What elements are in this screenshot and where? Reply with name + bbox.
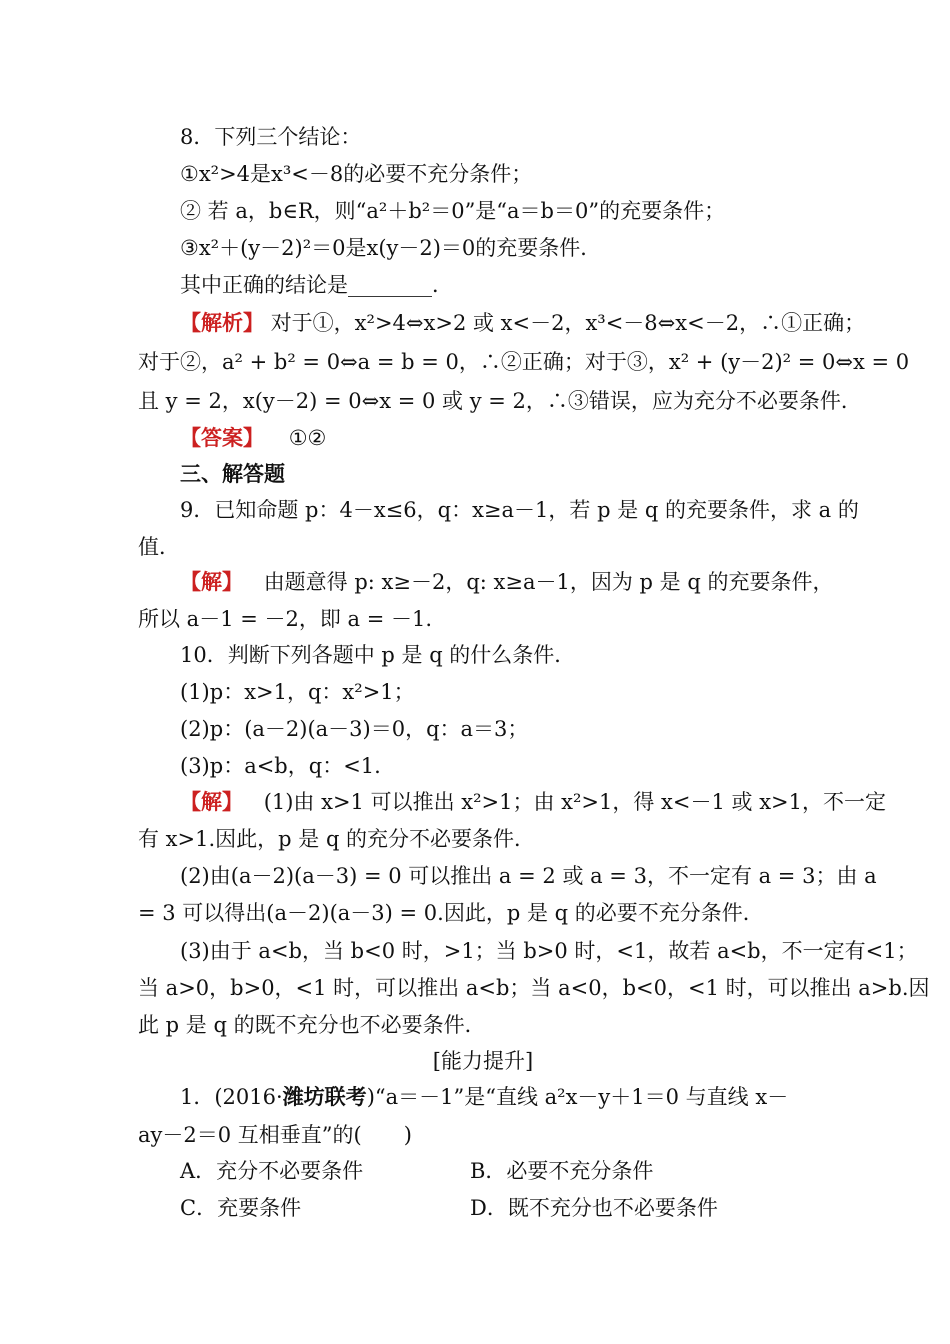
q9-solution-line-2: 所以 a－1 = －2，即 a = －1. (138, 607, 433, 631)
n1-source: 潍坊联考 (282, 1085, 367, 1109)
n1-stem-rest: )“a＝－1”是“直线 a²x－y＋1＝0 与直线 x－ (366, 1085, 789, 1109)
q10-part-2: (2)p：(a－2)(a－3)＝0，q：a＝3； (180, 717, 529, 741)
option-a: A．充分不必要条件 (180, 1159, 364, 1183)
q8-answer-line (180, 423, 828, 453)
q10-part-3: (3)p：a<b，q：<1. (180, 754, 381, 778)
q10-stem: 10．判断下列各题中 p 是 q 的什么条件． (180, 643, 576, 667)
analysis-text: 对于①，x²>4⇔x>2 或 x<－2，x³<－8⇔x<－2，∴①正确； (270, 311, 866, 335)
answer-text: ①② (288, 426, 327, 450)
q9-stem-line-1: 9．已知命题 p：4－x≤6，q：x≥a－1，若 p 是 q 的充要条件，求 a 的 (180, 498, 859, 522)
q8-analysis-line-2: 对于②，a² + b² = 0⇔a = b = 0，∴②正确；对于③，x² + (y－2)² = 0⇔x = 0 (138, 350, 910, 374)
q10-solution-3-line-3: 此 p 是 q 的既不充分也不必要条件． (138, 1013, 486, 1037)
option-d: D．既不充分也不必要条件 (470, 1196, 718, 1220)
q9-stem-line-2: 值． (138, 535, 180, 559)
q8-item-2: ② 若 a，b∈R，则“a²＋b²＝0”是“a＝b＝0”的充要条件； (180, 199, 726, 223)
q8-blank: 其中正确的结论是________． (180, 273, 453, 297)
solution-tag: 【解】 (180, 570, 243, 594)
n1-prefix: 1．(2016· (180, 1085, 283, 1109)
answer-tag: 【答案】 (180, 426, 264, 450)
q10-solution-2-line-2: = 3 可以得出(a－2)(a－3) = 0.因此，p 是 q 的必要不充分条件． (138, 901, 764, 925)
n1-stem-line-2: ay－2＝0 互相垂直”的( ) (138, 1123, 412, 1147)
q9-solution-line-1 (180, 567, 834, 597)
q10-solution-1-line-1 (180, 787, 886, 817)
q10-solution-2-line-1: (2)由(a－2)(a－3) = 0 可以推出 a = 2 或 a = 3，不一定有 a = 3；由 a (180, 864, 877, 888)
solution-text: (1)由 x>1 可以推出 x²>1；由 x²>1，得 x<－1 或 x>1，不一定 (263, 790, 886, 814)
q8-item-1: ①x²>4是x³<－8的必要不充分条件； (180, 162, 533, 186)
q8-analysis-line-1 (180, 308, 866, 338)
option-c: C．充要条件 (180, 1196, 302, 1220)
section-title: 三、解答题 (180, 462, 285, 486)
q8-item-3: ③x²＋(y－2)²＝0是x(y－2)＝0的充要条件． (180, 236, 602, 260)
option-b: B．必要不充分条件 (470, 1159, 654, 1183)
solution-text: 由题意得 p: x≥－2，q: x≥a－1，因为 p 是 q 的充要条件， (263, 570, 834, 594)
q8-stem: 8．下列三个结论： (180, 125, 362, 149)
q10-solution-3-line-1: (3)由于 a<b，当 b<0 时，>1；当 b>0 时，<1，故若 a<b，不一定有<1； (180, 939, 918, 963)
analysis-tag: 【解析】 (180, 311, 264, 335)
solution-tag: 【解】 (180, 790, 243, 814)
n1-stem-line-1 (180, 1082, 828, 1112)
q10-solution-3-line-2: 当 a>0，b>0，<1 时，可以推出 a<b；当 a<0，b<0，<1 时，可以推出 a>b.因 (138, 976, 930, 1000)
q8-analysis-line-3: 且 y = 2，x(y－2) = 0⇔x = 0 或 y = 2，∴③错误，应为充分不必要条件． (138, 389, 862, 413)
q10-part-1: (1)p：x>1，q：x²>1； (180, 680, 415, 704)
ability-title: [能力提升] (432, 1049, 534, 1073)
q10-solution-1-line-2: 有 x>1.因此，p 是 q 的充分不必要条件． (138, 827, 536, 851)
